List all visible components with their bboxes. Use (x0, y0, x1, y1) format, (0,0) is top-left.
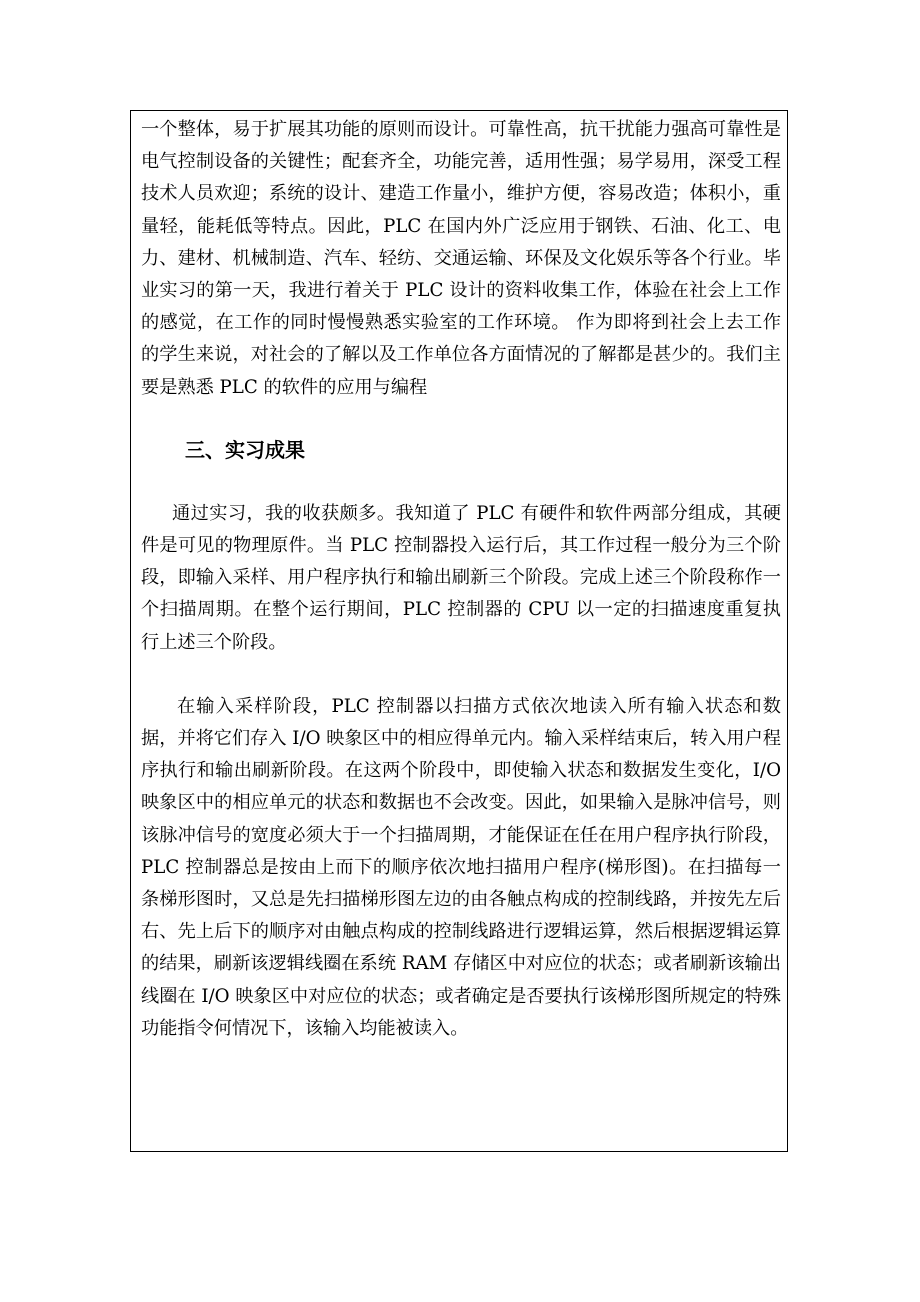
section-heading-results: 三、实习成果 (185, 437, 305, 462)
paragraph-plc-features: 一个整体，易于扩展其功能的原则而设计。可靠性高，抗干扰能力强高可靠性是电气控制设备的关键性；配套齐全，功能完善，适用性强；易学易用，深受工程技术人员欢迎；系统的设计、建造工作量小，维护方便，容易改造；体积小，重量轻，能耗低等特点。因此，PLC 在国内外广泛应用于钢铁、石油、化工、电力、建材、机械制造、汽车、轻纺、交通运输、环保及文化娱乐等各个行业。毕业实习的第一天，我进行着关于 PLC 设计的资料收集工作，体验在社会上工作的感觉，在工作的同时慢慢熟悉实验室的工作环境。 作为即将到社会上去工作的学生来说，对社会的了解以及工作单位各方面情况的了解都是甚少的。我们主要是熟悉 PLC 的软件的应用与编程 (141, 119, 781, 398)
paragraph-internship-gains: 通过实习，我的收获颇多。我知道了 PLC 有硬件和软件两部分组成，其硬件是可见的物理原件。当 PLC 控制器投入运行后，其工作过程一般分为三个阶段，即输入采样、用户程序执行和输出刷新三个阶段。完成上述三个阶段称作一个扫描周期。在整个运行期间，PLC 控制器的 CPU 以一定的扫描速度重复执行上述三个阶段。 (141, 502, 781, 653)
paragraph-input-sampling: 在输入采样阶段，PLC 控制器以扫描方式依次地读入所有输入状态和数据，并将它们存入 I/O 映象区中的相应得单元内。输入采样结束后，转入用户程序执行和输出刷新阶段。在这两个阶段中，即使输入状态和数据发生变化，I/O 映象区中的相应单元的状态和数据也不会改变。因此，如果输入是脉冲信号，则该脉冲信号的宽度必须大于一个扫描周期，才能保证在任在用户程序执行阶段，PLC 控制器总是按由上而下的顺序依次地扫描用户程序(梯形图)。在扫描每一条梯形图时，又总是先扫描梯形图左边的由各触点构成的控制线路，并按先左后右、先上后下的顺序对由触点构成的控制线路进行逻辑运算，然后根据逻辑运算的结果，刷新该逻辑线圈在系统 RAM 存储区中对应位的状态；或者刷新该输出线圈在 I/O 映象区中对应位的状态；或者确定是否要执行该梯形图所规定的特殊功能指令何情况下，该输入均能被读入。 (141, 695, 781, 1039)
document-body (141, 114, 781, 1045)
